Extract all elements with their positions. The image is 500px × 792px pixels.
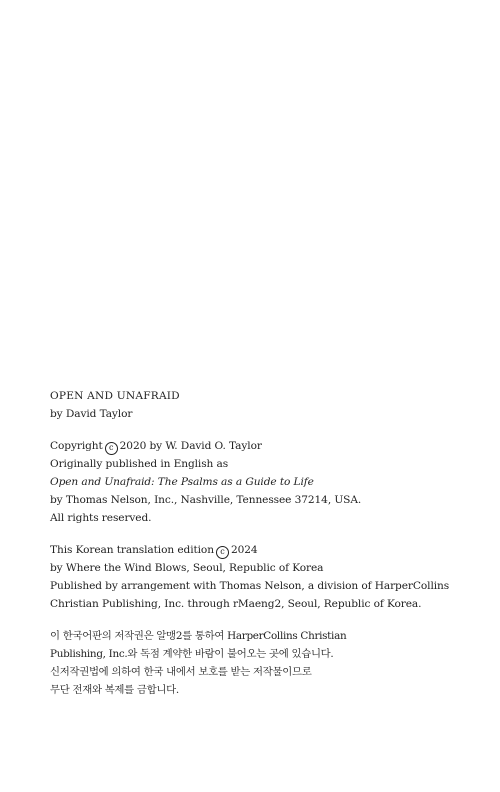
copyright-symbol-icon: c bbox=[216, 546, 229, 559]
copyright-label: Copyright bbox=[50, 440, 103, 452]
korean-notice-line-2: Publishing, Inc.와 독점 계약한 바람이 불어오는 곳에 있습니다. bbox=[50, 648, 334, 660]
divider bbox=[50, 527, 480, 541]
korean-notice-line-1: 이 한국어판의 저작권은 알맹2를 통하여 HarperCollins Christian bbox=[50, 630, 347, 642]
rights-reserved: All rights reserved. bbox=[50, 512, 152, 524]
divider bbox=[50, 613, 480, 627]
original-copyright-line bbox=[50, 437, 480, 455]
book-title: OPEN AND UNAFRAID bbox=[50, 390, 180, 402]
author-byline: by David Taylor bbox=[50, 408, 133, 420]
divider bbox=[50, 423, 480, 437]
korean-edition-year: 2024 bbox=[230, 544, 258, 556]
copyright-holder: 2020 by W. David O. Taylor bbox=[119, 440, 262, 452]
original-publication-note: Originally published in English as bbox=[50, 458, 229, 470]
original-publisher: by Thomas Nelson, Inc., Nashville, Tennessee 37214, USA. bbox=[50, 494, 362, 506]
original-title: Open and Unafraid: The Psalms as a Guide to Life bbox=[50, 476, 314, 488]
arrangement-line-2: Christian Publishing, Inc. through rMaeng2, Seoul, Republic of Korea. bbox=[50, 598, 422, 610]
korean-edition-copyright-line bbox=[50, 541, 480, 559]
korean-notice-line-3: 신저작권법에 의하여 한국 내에서 보호를 받는 저작물이므로 bbox=[50, 666, 312, 678]
korean-publisher: by Where the Wind Blows, Seoul, Republic of Korea bbox=[50, 562, 324, 574]
korean-edition-label: This Korean translation edition bbox=[50, 544, 214, 556]
arrangement-line-1: Published by arrangement with Thomas Nelson, a division of HarperCollins bbox=[50, 580, 450, 592]
korean-notice-line-4: 무단 전재와 복제를 금합니다. bbox=[50, 684, 179, 696]
copyright-page bbox=[50, 387, 480, 699]
copyright-symbol-icon: c bbox=[105, 442, 118, 455]
